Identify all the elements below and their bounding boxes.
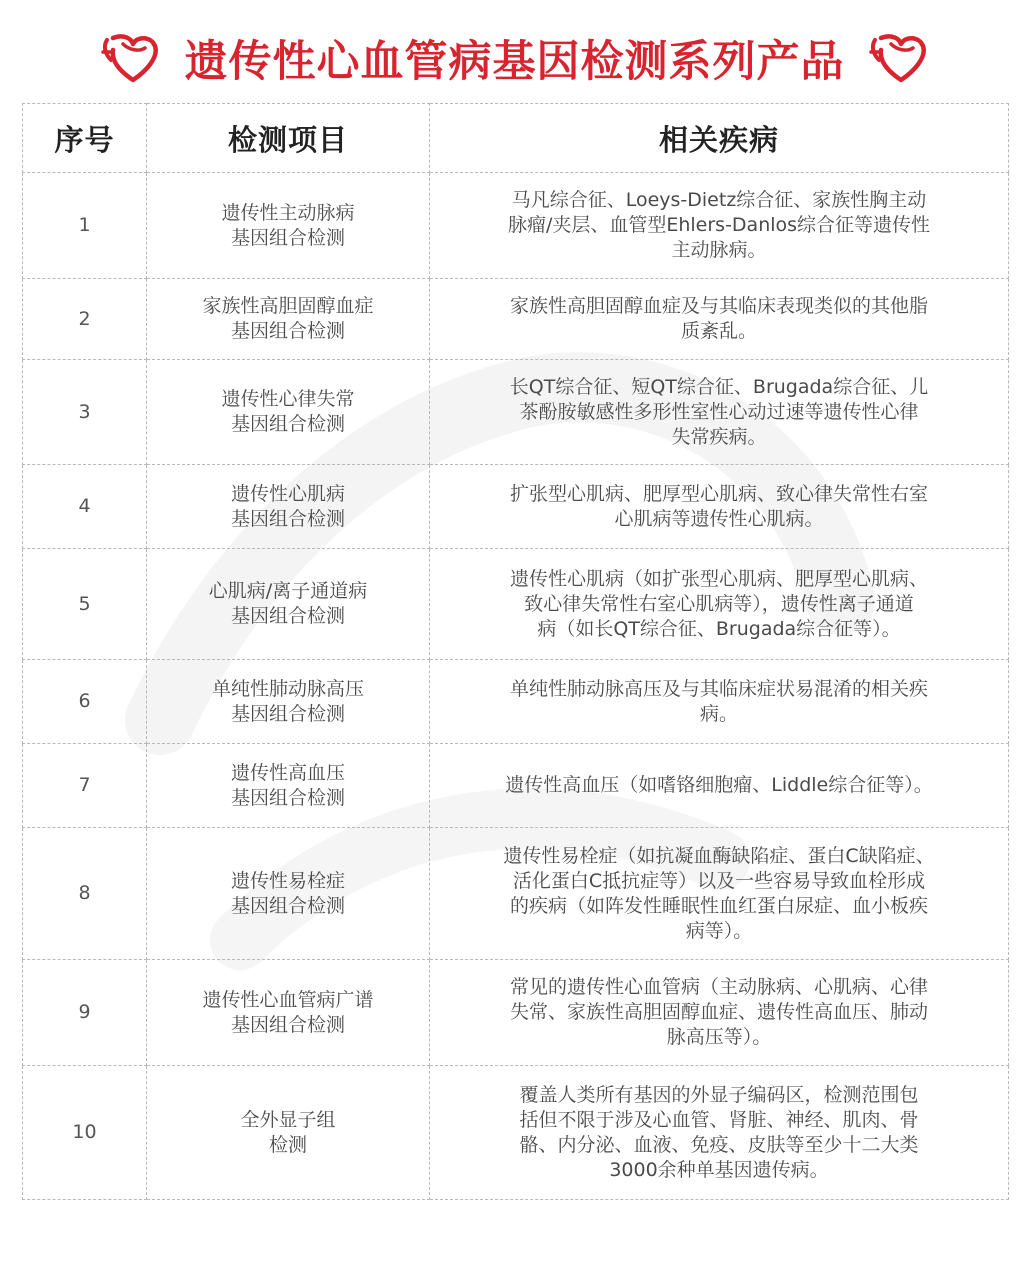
row-number: 2 xyxy=(23,279,147,360)
table-row xyxy=(23,173,1009,279)
product-table xyxy=(22,103,1008,1200)
related-disease-line: 遗传性心肌病（如扩张型心肌病、肥厚型心肌病、 xyxy=(509,567,928,590)
test-item-line: 全外显子组 xyxy=(240,1108,336,1131)
table-row xyxy=(23,1066,1009,1200)
related-disease-line: 病（如长QT综合征、Brugada综合征等）。 xyxy=(537,617,901,640)
row-number: 9 xyxy=(23,960,147,1066)
test-item-line: 基因组合检测 xyxy=(230,1013,345,1036)
table-row xyxy=(23,960,1009,1066)
test-item-line: 检测 xyxy=(268,1133,307,1156)
test-item-line: 基因组合检测 xyxy=(230,605,345,627)
row-number: 4 xyxy=(23,465,147,549)
table-row xyxy=(23,360,1009,465)
related-disease-line: 单纯性肺动脉高压及与其临床症状易混淆的相关疾 xyxy=(509,677,928,700)
test-item-cell xyxy=(147,465,430,549)
related-disease-line: 遗传性高血压（如嗜铬细胞瘤、Liddle综合征等）。 xyxy=(505,774,933,796)
table-row xyxy=(23,744,1009,828)
related-disease-cell xyxy=(430,549,1009,660)
related-disease-line: 茶酚胺敏感性多形性室性心动过速等遗传性心律 xyxy=(519,400,919,423)
test-item-cell xyxy=(147,744,430,828)
related-disease-line: 括但不限于涉及心血管、肾脏、神经、肌肉、骨 xyxy=(519,1108,919,1131)
related-disease-line: 质紊乱。 xyxy=(680,320,757,342)
related-disease-cell xyxy=(430,744,1009,828)
test-item-cell xyxy=(147,173,430,279)
related-disease-line: 扩张型心肌病、肥厚型心肌病、致心律失常性右室 xyxy=(509,482,928,505)
related-disease-line: 覆盖人类所有基因的外显子编码区，检测范围包 xyxy=(519,1083,919,1106)
related-disease-cell xyxy=(430,1066,1009,1200)
related-disease-cell xyxy=(430,279,1009,360)
related-disease-line: 失常疾病。 xyxy=(671,425,767,448)
related-disease-line: 遗传性易栓症（如抗凝血酶缺陷症、蛋白C缺陷症、 xyxy=(503,844,935,867)
test-item-line: 基因组合检测 xyxy=(230,413,345,435)
header-number: 序号 xyxy=(23,104,147,173)
related-disease-line: 骼、内分泌、血液、免疫、皮肤等至少十二大类 xyxy=(519,1133,919,1156)
related-disease-line: 马凡综合征、Loeys-Dietz综合征、家族性胸主动 xyxy=(511,189,927,211)
related-disease-line: 脉瘤/夹层、血管型Ehlers-Danlos综合征等遗传性 xyxy=(507,214,931,236)
test-item-cell xyxy=(147,360,430,465)
test-item-line: 基因组合检测 xyxy=(230,786,345,809)
test-item-line: 遗传性易栓症 xyxy=(230,869,345,892)
test-item-line: 心肌病/离子通道病 xyxy=(208,580,368,602)
row-number: 10 xyxy=(23,1066,147,1200)
test-item-line: 基因组合检测 xyxy=(230,226,345,249)
test-item-cell xyxy=(147,660,430,744)
test-item-cell xyxy=(147,549,430,660)
related-disease-line: 活化蛋白C抵抗症等）以及一些容易导致血栓形成 xyxy=(512,869,926,892)
row-number: 1 xyxy=(23,173,147,279)
related-disease-cell xyxy=(430,465,1009,549)
related-disease-line: 病。 xyxy=(699,702,738,725)
related-disease-line: 常见的遗传性心血管病（主动脉病、心肌病、心律 xyxy=(509,976,928,998)
test-item-line: 遗传性心血管病广谱 xyxy=(202,988,374,1011)
related-disease-cell xyxy=(430,173,1009,279)
test-item-line: 单纯性肺动脉高压 xyxy=(211,677,364,700)
table-row xyxy=(23,828,1009,960)
related-disease-line: 家族性高胆固醇血症及与其临床表现类似的其他脂 xyxy=(509,295,928,317)
test-item-line: 基因组合检测 xyxy=(230,894,345,917)
test-item-line: 家族性高胆固醇血症 xyxy=(202,295,374,317)
related-disease-line: 3000余种单基因遗传病。 xyxy=(609,1158,829,1181)
test-item-cell xyxy=(147,1066,430,1200)
table-row xyxy=(23,465,1009,549)
related-disease-line: 致心律失常性右室心肌病等），遗传性离子通道 xyxy=(524,592,914,615)
test-item-line: 基因组合检测 xyxy=(230,320,345,342)
related-disease-line: 病等）。 xyxy=(685,919,753,942)
table-row xyxy=(23,549,1009,660)
title-bar xyxy=(0,18,1029,98)
test-item-line: 遗传性心肌病 xyxy=(230,482,345,505)
related-disease-line: 长QT综合征、短QT综合征、Brugada综合征、儿 xyxy=(509,375,929,398)
related-disease-cell xyxy=(430,960,1009,1066)
related-disease-cell xyxy=(430,360,1009,465)
row-number: 8 xyxy=(23,828,147,960)
row-number: 3 xyxy=(23,360,147,465)
header-test-item: 检测项目 xyxy=(147,104,430,173)
table-row xyxy=(23,660,1009,744)
test-item-line: 基因组合检测 xyxy=(230,702,345,725)
table-row xyxy=(23,279,1009,360)
row-number: 7 xyxy=(23,744,147,828)
test-item-line: 遗传性高血压 xyxy=(230,761,345,784)
related-disease-line: 主动脉病。 xyxy=(671,239,767,261)
table-header-row xyxy=(23,104,1009,173)
page-title: 遗传性心血管病基因检测系列产品 xyxy=(184,36,845,87)
test-item-line: 基因组合检测 xyxy=(230,507,345,530)
test-item-cell xyxy=(147,279,430,360)
related-disease-line: 的疾病（如阵发性睡眠性血红蛋白尿症、血小板疾 xyxy=(509,894,928,917)
test-item-line: 遗传性主动脉病 xyxy=(221,201,355,224)
row-number: 5 xyxy=(23,549,147,660)
row-number: 6 xyxy=(23,660,147,744)
related-disease-cell xyxy=(430,828,1009,960)
related-disease-line: 心肌病等遗传性心肌病。 xyxy=(614,507,824,530)
test-item-cell xyxy=(147,960,430,1066)
heart-outline-icon xyxy=(867,30,931,86)
test-item-cell xyxy=(147,828,430,960)
related-disease-line: 失常、家族性高胆固醇血症、遗传性高血压、肺动 xyxy=(509,1001,928,1023)
related-disease-line: 脉高压等）。 xyxy=(666,1026,772,1048)
header-related-disease: 相关疾病 xyxy=(430,104,1009,173)
heart-outline-icon xyxy=(99,30,163,86)
test-item-line: 遗传性心律失常 xyxy=(221,388,355,410)
related-disease-cell xyxy=(430,660,1009,744)
